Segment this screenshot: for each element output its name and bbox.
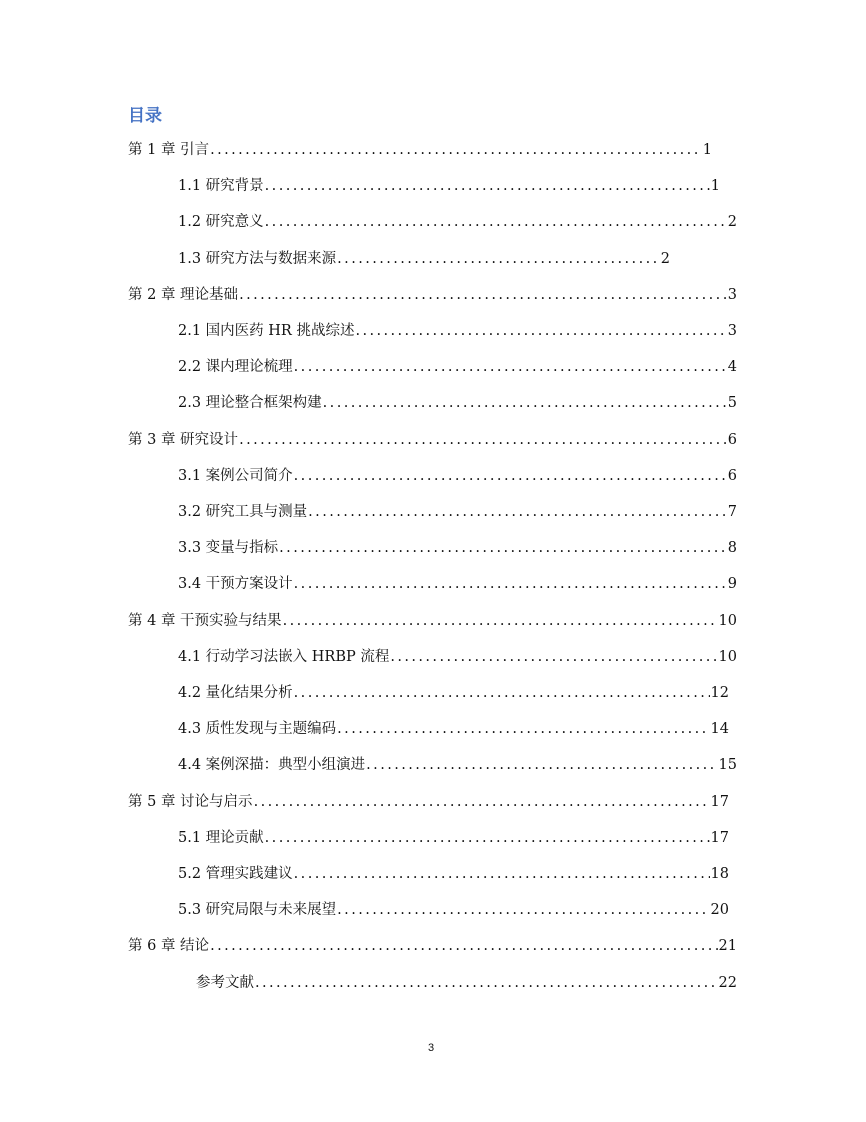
toc-entry-chapter[interactable] (128, 791, 729, 813)
dot-leader (239, 429, 727, 451)
toc-entry-section[interactable] (178, 537, 737, 559)
toc-entry-page: 17 (710, 793, 729, 810)
toc-entry-label: 第 4 章 干预实验与结果 (128, 612, 282, 629)
dot-leader (308, 501, 727, 523)
dot-leader (355, 320, 726, 342)
dot-leader (323, 392, 727, 414)
dot-leader (279, 537, 727, 559)
dot-leader (255, 972, 718, 994)
toc-entry-chapter[interactable] (128, 610, 737, 632)
toc-entry-section[interactable] (178, 573, 737, 595)
toc-entry-page: 1 (702, 142, 712, 158)
toc-entry-label: 4.1 行动学习法嵌入 HRBP 流程 (178, 648, 390, 665)
toc-entry-label: 5.3 研究局限与未来展望 (178, 902, 337, 919)
dot-leader (390, 646, 717, 668)
toc-entry-label: 2.3 理论整合框架构建 (178, 395, 322, 412)
toc-entry-chapter[interactable] (128, 935, 737, 957)
toc-entry-section[interactable] (178, 827, 729, 849)
dot-leader (294, 573, 727, 595)
toc-title: 目录 (128, 106, 162, 126)
toc-entry-page: 5 (727, 395, 737, 412)
toc-entry-label: 3.1 案例公司简介 (178, 467, 293, 484)
dot-leader (337, 248, 660, 270)
dot-leader (337, 899, 709, 921)
toc-entry-label: 1.3 研究方法与数据来源 (178, 250, 337, 267)
toc-entry-page: 6 (727, 431, 737, 448)
toc-entry-section[interactable] (178, 211, 737, 233)
toc-entry-section[interactable] (178, 501, 737, 523)
toc-entry-label: 第 5 章 讨论与启示 (128, 793, 253, 810)
toc-entry-page: 1 (710, 178, 720, 195)
dot-leader (294, 863, 710, 885)
dot-leader (265, 175, 710, 197)
toc-entry-page: 10 (718, 648, 737, 665)
toc-entry-page: 2 (660, 250, 670, 267)
toc-entry-section[interactable] (178, 718, 729, 740)
dot-leader (210, 139, 702, 161)
dot-leader (294, 682, 710, 704)
toc-entry-page: 15 (718, 757, 737, 774)
dot-leader (254, 791, 710, 813)
toc-entry-label: 参考文献 (196, 974, 254, 991)
toc-entry-label: 5.1 理论贡献 (178, 829, 264, 846)
toc-entry-section[interactable] (178, 175, 720, 197)
toc-entry-label: 第 6 章 结论 (128, 938, 210, 955)
toc-entry-label: 3.2 研究工具与测量 (178, 504, 308, 520)
dot-leader (210, 935, 717, 957)
toc-entry-page: 10 (718, 612, 737, 629)
dot-leader (366, 754, 717, 776)
toc-entry-label: 3.3 变量与指标 (178, 540, 279, 557)
dot-leader (265, 211, 727, 233)
toc-entry-label: 第 2 章 理论基础 (128, 286, 239, 303)
toc-entry-label: 2.1 国内医药 HR 挑战综述 (178, 323, 355, 339)
toc-entry-section[interactable] (178, 248, 670, 270)
toc-entry-page: 9 (727, 576, 737, 593)
toc-entry-page: 12 (710, 685, 729, 701)
toc-entry-page: 18 (710, 866, 729, 882)
toc-entry-label: 1.1 研究背景 (178, 178, 264, 195)
toc-entry-page: 22 (718, 974, 737, 991)
toc-entry-chapter[interactable] (128, 284, 737, 306)
toc-entry-label: 2.2 课内理论梳理 (178, 359, 293, 376)
toc-entry-label: 1.2 研究意义 (178, 214, 264, 231)
toc-entry-page: 3 (727, 286, 737, 303)
toc-entry-section[interactable] (178, 320, 737, 342)
toc-entry-section[interactable] (178, 646, 737, 668)
toc-entry-page: 4 (727, 359, 737, 376)
dot-leader (239, 284, 727, 306)
toc-entry-label: 第 3 章 研究设计 (128, 431, 239, 448)
toc-entry-section[interactable] (178, 392, 737, 414)
toc-entry-section[interactable] (178, 356, 737, 378)
toc-entry-label: 4.3 质性发现与主题编码 (178, 721, 337, 738)
toc-entry-page: 20 (710, 902, 729, 919)
toc-entry-page: 6 (727, 467, 737, 484)
toc-entry-references[interactable] (196, 972, 737, 994)
toc-entry-page: 14 (710, 721, 729, 738)
toc-entry-chapter[interactable] (128, 139, 712, 161)
toc-entry-page: 3 (727, 323, 737, 339)
toc-entry-label: 4.2 量化结果分析 (178, 685, 293, 701)
toc-entry-page: 21 (718, 938, 737, 955)
toc-entry-label: 4.4 案例深描：典型小组演进 (178, 757, 366, 774)
toc-entry-section[interactable] (178, 465, 737, 487)
dot-leader (283, 610, 718, 632)
toc-entry-section[interactable] (178, 863, 729, 885)
dot-leader (294, 356, 727, 378)
toc-entry-page: 17 (710, 829, 729, 846)
toc-entry-section[interactable] (178, 899, 729, 921)
dot-leader (294, 465, 727, 487)
dot-leader (265, 827, 710, 849)
page-number: 3 (428, 1042, 435, 1054)
toc-entry-page: 8 (727, 540, 737, 557)
toc-entry-chapter[interactable] (128, 429, 737, 451)
toc-entry-label: 第 1 章 引言 (128, 142, 210, 158)
toc-entry-label: 5.2 管理实践建议 (178, 866, 293, 882)
toc-entry-page: 7 (727, 504, 737, 520)
toc-entry-section[interactable] (178, 682, 729, 704)
toc-entry-label: 3.4 干预方案设计 (178, 576, 293, 593)
dot-leader (337, 718, 709, 740)
toc-entry-section[interactable] (178, 754, 737, 776)
toc-entry-page: 2 (727, 214, 737, 231)
